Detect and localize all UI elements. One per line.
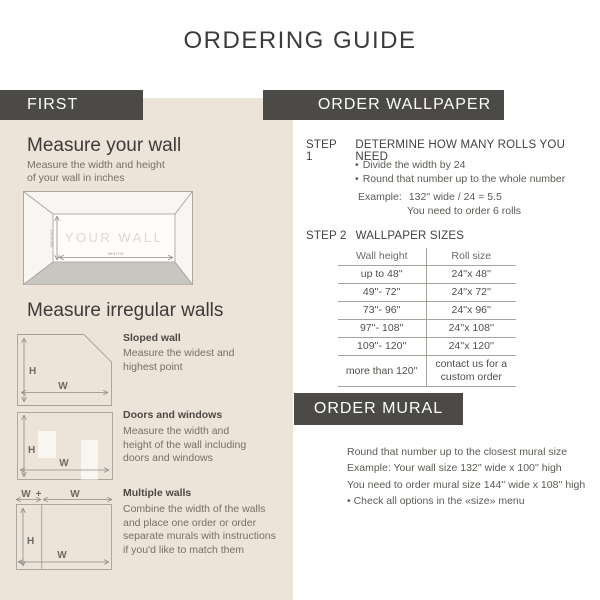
sloped-wall-title: Sloped wall	[123, 332, 181, 344]
step1-label: STEP 1	[306, 139, 337, 163]
wall-room-diagram	[23, 191, 193, 285]
sloped-wall-text-line: highest point	[123, 360, 183, 373]
table-row: 109''- 120'' 24''x 120''	[338, 338, 516, 356]
measure-wall-heading: Measure your wall	[27, 135, 182, 156]
measure-wall-subtext	[27, 159, 165, 184]
step1-bullet-1: • Divide the width by 24	[355, 159, 466, 171]
mural-line-3: You need to order mural size 144'' wide x 108'' high	[347, 479, 586, 491]
irregular-walls-heading: Measure irregular walls	[27, 300, 224, 321]
sloped-h-label: H	[29, 366, 37, 377]
step2-label: STEP 2	[306, 230, 347, 242]
doors-windows-text-line: Measure the width and	[123, 425, 230, 437]
step1-example-result: You need to order 6 rolls	[407, 205, 522, 217]
doors-w-label: W	[59, 458, 69, 469]
multiple-walls-text-line: if you'd like to match them	[123, 543, 245, 556]
mural-line-1: Round that number up to the closest mural size	[347, 446, 568, 458]
multiple-walls-text-line: separate murals with instructions	[123, 530, 276, 542]
multiple-w2-label: W	[70, 489, 80, 500]
order-wallpaper-label: ORDER WALLPAPER	[317, 96, 492, 113]
example-value: 132'' wide / 24 = 5.5	[408, 191, 502, 203]
doors-windows-text-line: doors and windows	[123, 452, 213, 464]
multiple-plus-label: +	[35, 489, 42, 500]
step1-bullet-2: • Round that number up to the whole number	[355, 173, 566, 185]
first-section-header-bar	[0, 90, 143, 120]
doors-windows-text	[123, 425, 246, 466]
sloped-wall-text	[123, 347, 234, 374]
multiple-h-label: H	[27, 536, 35, 547]
first-section-label: FIRST	[27, 96, 79, 113]
step1-example	[358, 191, 502, 203]
order-mural-header-bar	[294, 393, 463, 425]
col-header-roll-size: Roll size	[451, 250, 492, 262]
multiple-w1-label: W	[21, 489, 31, 500]
multiple-walls-title: Multiple walls	[123, 487, 192, 499]
multiple-walls-diagram	[14, 484, 114, 572]
sloped-wall-diagram	[17, 334, 112, 406]
doors-h-label: H	[28, 445, 36, 456]
step1-heading: DETERMINE HOW MANY ROLLS YOU NEED	[355, 139, 566, 163]
height-label: HEIGHT	[49, 228, 54, 248]
table-header-row	[338, 248, 516, 266]
doors-windows-text-line: height of the wall including	[123, 438, 247, 451]
multiple-walls-text-line: and place one order or order	[123, 516, 257, 529]
wallpaper-sizes-table	[338, 248, 516, 387]
multiple-walls-text-line: Combine the width of the walls	[123, 503, 266, 515]
table-row: 73''- 96'' 24''x 96''	[338, 302, 516, 320]
multiple-w-label: W	[57, 550, 67, 561]
step2-heading: WALLPAPER SIZES	[355, 230, 465, 242]
bullet-icon: •	[355, 159, 359, 171]
sloped-w-label: W	[58, 381, 68, 392]
multiple-walls-text	[123, 503, 276, 557]
table-row: more than 120'' contact us for a custom order	[338, 356, 516, 387]
order-mural-label: ORDER MURAL	[313, 400, 444, 417]
doors-windows-diagram	[17, 412, 113, 480]
measure-wall-subtext-line: Measure the width and height	[27, 159, 165, 171]
table-row: 97''- 108'' 24''x 108''	[338, 320, 516, 338]
table-row: up to 48'' 24''x 48''	[338, 266, 516, 284]
doors-windows-title: Doors and windows	[123, 409, 223, 421]
order-wallpaper-header-bar	[263, 90, 504, 120]
measure-wall-subtext-line: of your wall in inches	[27, 171, 125, 184]
col-header-wall-height: Wall height	[338, 248, 427, 265]
step2-row	[306, 230, 464, 242]
table-row: 49''- 72'' 24''x 72''	[338, 284, 516, 302]
mural-line-4: • Check all options in the «size» menu	[347, 495, 525, 507]
door-shape	[81, 440, 98, 480]
mural-line-2: Example: Your wall size 132'' wide x 100'' high	[347, 462, 562, 474]
window-shape	[38, 431, 56, 458]
bullet-icon: •	[355, 173, 359, 185]
your-wall-label: YOUR WALL	[64, 230, 164, 245]
sloped-wall-text-line: Measure the widest and	[123, 347, 235, 359]
width-label: WIDTH	[108, 251, 124, 256]
page-title: ORDERING GUIDE	[183, 27, 417, 54]
example-label: Example:	[358, 191, 402, 203]
